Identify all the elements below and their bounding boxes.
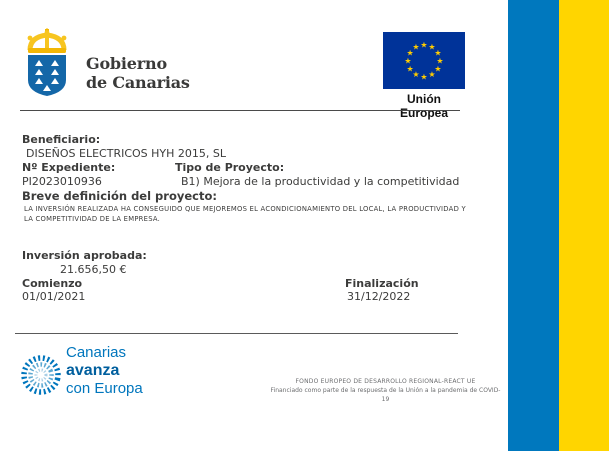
svg-text:★: ★ [420,72,428,82]
svg-text:★: ★ [434,48,442,58]
canarias-wordmark-line2: avanza [66,362,120,379]
eu-flag-caption: Unión Europea [399,92,448,120]
svg-text:★: ★ [404,56,412,66]
svg-text:★: ★ [434,64,442,74]
tipo-proyecto-value: B1) Mejora de la productividad y la competitividad [181,175,460,188]
fund-statement-line2: Financiado como parte de la respuesta de la Unión a la pandemia de COVID-19 [270,387,501,403]
gobierno-canarias-wordmark [86,54,190,92]
svg-text:★: ★ [412,70,420,80]
spiral-icon [18,350,64,400]
flag-stripe-blue [508,0,559,451]
eu-flag-block [383,32,465,120]
svg-text:★: ★ [406,64,414,74]
shield-icon [28,55,66,96]
svg-text:★: ★ [406,48,414,58]
canarias-coat-of-arms-icon [24,28,70,98]
finalizacion-label: Finalización [345,277,419,290]
canarias-wordmark-line3: con Europa [66,380,143,397]
breve-definicion-label: Breve definición del proyecto: [22,189,217,203]
canarias-wordmark-line1: Canarias [66,344,127,361]
svg-text:★: ★ [428,42,436,52]
expediente-value: PI2023010936 [22,175,102,188]
canarias-avanza-wordmark [66,344,143,398]
gov-wordmark-line2: de Canarias [86,73,190,92]
svg-text:★: ★ [412,42,420,52]
svg-text:★: ★ [428,70,436,80]
svg-text:★: ★ [420,40,428,50]
fund-statement-line1: FONDO EUROPEO DE DESARROLLO REGIONAL-REACT UE [295,378,476,385]
crown-icon [28,28,67,53]
beneficiario-label: Beneficiario: [22,133,101,146]
footer-divider [15,333,458,334]
gov-wordmark-line1: Gobierno [86,54,167,73]
svg-text:★: ★ [436,56,444,66]
header-divider [20,110,460,111]
fund-statement [268,377,503,404]
comienzo-value: 01/01/2021 [22,290,86,303]
finalizacion-value: 31/12/2022 [347,290,411,303]
expediente-label: Nº Expediente: [22,161,116,174]
gobierno-canarias-logo [20,28,260,98]
tipo-proyecto-label: Tipo de Proyecto: [175,161,285,174]
inversion-aprobada-label: Inversión aprobada: [22,249,147,262]
breve-definicion-value: LA INVERSIÓN REALIZADA HA CONSEGUIDO QUE MEJOREMOS EL ACONDICIONAMIENTO DEL LOCAL, LA PRODUCTIVIDAD Y LA COMPETITIVIDAD DE LA EMPRESA. [24,205,466,223]
canarias-avanza-logo [18,344,198,406]
flag-stripe-yellow [559,0,609,451]
eu-flag-icon [383,32,465,89]
comienzo-label: Comienzo [22,277,83,290]
inversion-aprobada-value: 21.656,50 € [60,263,127,276]
beneficiario-value: DISEÑOS ELECTRICOS HYH 2015, SL [26,147,227,160]
